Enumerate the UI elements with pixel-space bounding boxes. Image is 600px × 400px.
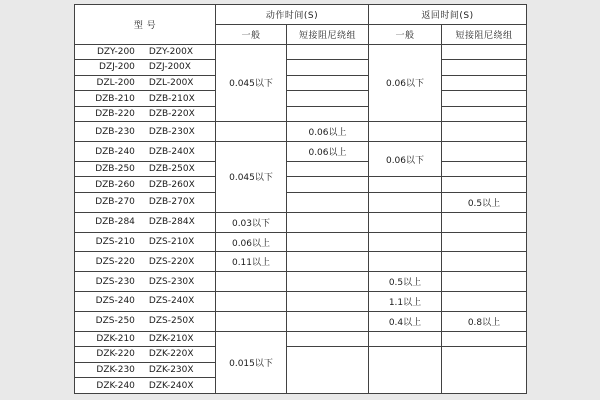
action-general-cell: 0.06以上 xyxy=(216,232,287,252)
model-number-x: DZB-270X xyxy=(148,197,195,208)
model-number: DZS-240 xyxy=(95,296,135,307)
model-number-x: DZB-230X xyxy=(148,126,195,137)
model-cell xyxy=(75,75,216,91)
model-number: DZL-200 xyxy=(96,77,135,88)
model-cell xyxy=(75,232,216,252)
return-general-cell xyxy=(369,347,442,394)
table-row xyxy=(75,232,527,252)
return-general-cell: 0.4以上 xyxy=(369,311,442,331)
action-damping-cell xyxy=(287,311,369,331)
model-number-x: DZB-220X xyxy=(148,109,195,120)
return-damping-cell xyxy=(442,106,527,122)
return-damping-cell xyxy=(442,347,527,394)
return-general-cell xyxy=(369,212,442,232)
return-damping-cell xyxy=(442,252,527,272)
header-row-groups xyxy=(75,5,527,25)
model-cell xyxy=(75,44,216,60)
action-damping-cell xyxy=(287,161,369,177)
return-general-cell xyxy=(369,193,442,213)
action-damping-cell xyxy=(287,331,369,347)
action-damping-cell xyxy=(287,212,369,232)
return-damping-cell xyxy=(442,44,527,60)
table-row xyxy=(75,331,527,347)
table-row xyxy=(75,106,527,122)
action-general-cell xyxy=(216,292,287,312)
action-general-cell: 0.11以上 xyxy=(216,252,287,272)
model-number: DZK-240 xyxy=(96,380,135,391)
model-cell xyxy=(75,272,216,292)
table-row xyxy=(75,292,527,312)
action-damping-cell: 0.06以上 xyxy=(287,142,369,162)
return-damping-cell xyxy=(442,142,527,162)
table-row xyxy=(75,122,527,142)
return-general-cell xyxy=(369,232,442,252)
model-number: DZK-230 xyxy=(96,364,135,375)
col-header-action-damping: 短接阻尼绕组 xyxy=(287,24,369,44)
model-cell xyxy=(75,193,216,213)
return-general-cell: 1.1以上 xyxy=(369,292,442,312)
return-damping-cell: 0.8以上 xyxy=(442,311,527,331)
model-number: DZY-200 xyxy=(96,46,135,57)
table-row xyxy=(75,272,527,292)
col-header-model: 型 号 xyxy=(75,5,216,45)
col-header-action-general: 一般 xyxy=(216,24,287,44)
action-damping-cell xyxy=(287,44,369,60)
return-general-cell: 0.06以下 xyxy=(369,44,442,122)
model-cell xyxy=(75,177,216,193)
return-damping-cell xyxy=(442,91,527,107)
action-damping-cell xyxy=(287,75,369,91)
model-cell xyxy=(75,331,216,347)
col-header-return-general: 一般 xyxy=(369,24,442,44)
table-row xyxy=(75,177,527,193)
return-damping-cell xyxy=(442,161,527,177)
model-number-x: DZB-240X xyxy=(148,146,195,157)
model-number: DZB-210 xyxy=(95,93,135,104)
col-header-action-time: 动作时间(S) xyxy=(216,5,369,25)
return-damping-cell xyxy=(442,122,527,142)
return-damping-cell xyxy=(442,232,527,252)
model-number-x: DZK-220X xyxy=(148,349,194,360)
model-cell xyxy=(75,91,216,107)
model-number-x: DZS-230X xyxy=(148,276,195,287)
model-number: DZB-284 xyxy=(95,217,135,228)
return-damping-cell xyxy=(442,331,527,347)
return-general-cell xyxy=(369,331,442,347)
model-cell xyxy=(75,161,216,177)
table-row xyxy=(75,212,527,232)
table-row xyxy=(75,252,527,272)
action-damping-cell xyxy=(287,272,369,292)
model-cell xyxy=(75,362,216,378)
model-number-x: DZS-250X xyxy=(148,316,195,327)
model-cell xyxy=(75,60,216,76)
table-row xyxy=(75,60,527,76)
model-number: DZS-210 xyxy=(95,237,135,247)
table-row xyxy=(75,311,527,331)
action-damping-cell xyxy=(287,193,369,213)
model-number-x: DZB-210X xyxy=(148,93,195,104)
model-number-x: DZB-260X xyxy=(148,179,195,190)
model-number: DZB-230 xyxy=(95,126,135,137)
action-general-cell xyxy=(216,122,287,142)
return-damping-cell: 0.5以上 xyxy=(442,193,527,213)
return-general-cell xyxy=(369,122,442,142)
table-row xyxy=(75,91,527,107)
model-number-x: DZL-200X xyxy=(148,77,194,88)
return-damping-cell xyxy=(442,60,527,76)
model-cell xyxy=(75,212,216,232)
model-number: DZB-240 xyxy=(95,146,135,157)
model-number-x: DZS-210X xyxy=(148,237,195,247)
model-cell xyxy=(75,347,216,363)
action-general-cell: 0.015以下 xyxy=(216,331,287,393)
return-general-cell xyxy=(369,177,442,193)
model-cell xyxy=(75,252,216,272)
action-damping-cell xyxy=(287,91,369,107)
model-number-x: DZK-210X xyxy=(148,333,194,344)
model-cell xyxy=(75,122,216,142)
model-number-x: DZK-230X xyxy=(148,364,194,375)
action-damping-cell xyxy=(287,347,369,394)
return-damping-cell xyxy=(442,177,527,193)
model-cell xyxy=(75,378,216,394)
action-general-cell xyxy=(216,272,287,292)
action-damping-cell xyxy=(287,252,369,272)
action-damping-cell xyxy=(287,60,369,76)
action-general-cell: 0.03以下 xyxy=(216,212,287,232)
model-number: DZS-230 xyxy=(95,276,135,287)
table-row xyxy=(75,347,527,363)
return-general-cell: 0.5以上 xyxy=(369,272,442,292)
return-damping-cell xyxy=(442,272,527,292)
model-number-x: DZB-284X xyxy=(148,217,195,228)
model-number: DZB-250 xyxy=(95,164,135,175)
model-number: DZB-220 xyxy=(95,109,135,120)
table-row xyxy=(75,75,527,91)
table-row xyxy=(75,193,527,213)
action-damping-cell xyxy=(287,106,369,122)
model-cell xyxy=(75,311,216,331)
model-number-x: DZS-220X xyxy=(148,256,195,267)
return-damping-cell xyxy=(442,212,527,232)
action-damping-cell xyxy=(287,292,369,312)
model-number: DZB-260 xyxy=(95,179,135,190)
model-number: DZS-250 xyxy=(95,316,135,327)
action-damping-cell xyxy=(287,177,369,193)
model-number-x: DZJ-200X xyxy=(148,62,191,73)
model-number: DZS-220 xyxy=(95,256,135,267)
return-general-cell xyxy=(369,252,442,272)
return-general-cell: 0.06以下 xyxy=(369,142,442,177)
model-cell xyxy=(75,106,216,122)
action-general-cell: 0.045以下 xyxy=(216,142,287,213)
model-number: DZK-220 xyxy=(96,349,135,360)
return-damping-cell xyxy=(442,292,527,312)
model-number: DZJ-200 xyxy=(99,62,135,73)
table-row xyxy=(75,142,527,162)
action-damping-cell: 0.06以上 xyxy=(287,122,369,142)
model-cell xyxy=(75,142,216,162)
model-number-x: DZB-250X xyxy=(148,164,195,175)
model-cell xyxy=(75,292,216,312)
col-header-return-time: 返回时间(S) xyxy=(369,5,527,25)
action-general-cell: 0.045以下 xyxy=(216,44,287,122)
model-number: DZB-270 xyxy=(95,197,135,208)
model-number-x: DZY-200X xyxy=(148,46,194,57)
model-number-x: DZK-240X xyxy=(148,380,194,391)
model-number-x: DZS-240X xyxy=(148,296,195,307)
table-row xyxy=(75,44,527,60)
relay-time-spec-table xyxy=(74,4,527,394)
model-number: DZK-210 xyxy=(96,333,135,344)
action-general-cell xyxy=(216,311,287,331)
table-row xyxy=(75,161,527,177)
return-damping-cell xyxy=(442,75,527,91)
col-header-return-damping: 短接阻尼绕组 xyxy=(442,24,527,44)
action-damping-cell xyxy=(287,232,369,252)
